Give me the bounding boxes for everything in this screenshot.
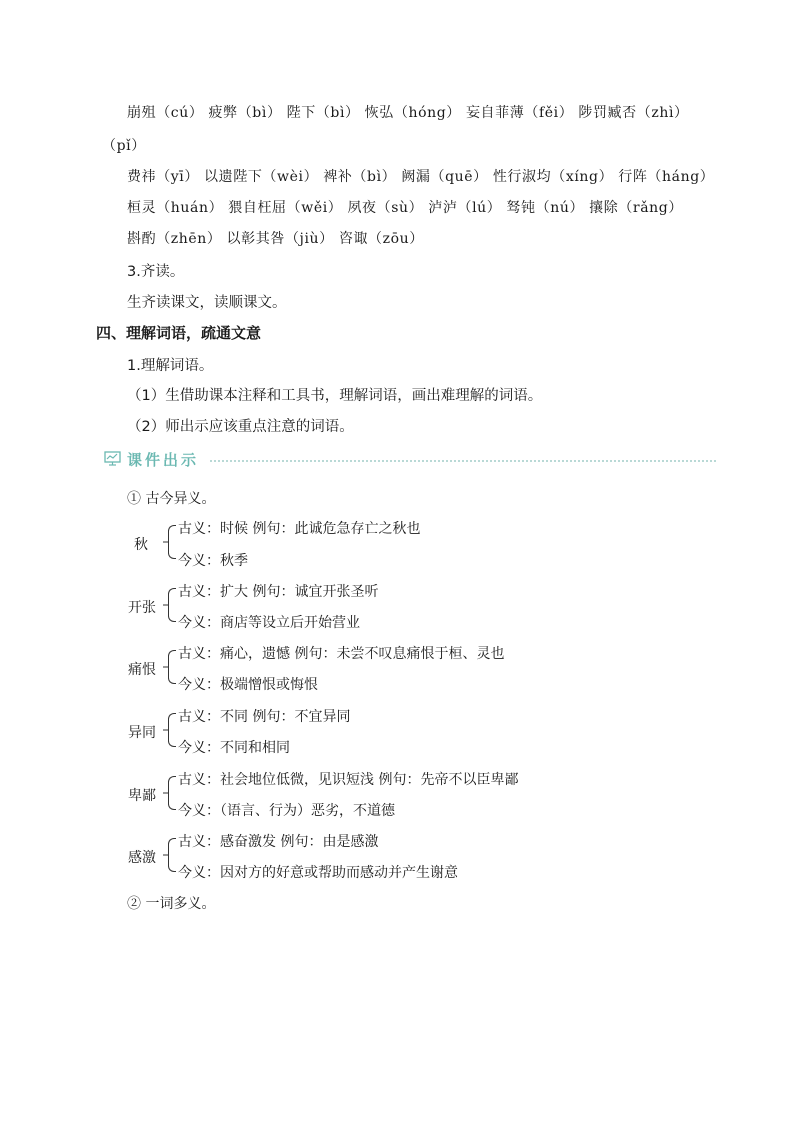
word-label: 卑鄙 (128, 788, 156, 804)
brace (168, 838, 176, 872)
brace (168, 650, 176, 684)
ancient-meaning: 古义：感奋激发 例句：由是感激 (178, 834, 379, 850)
circle-item-2: ② 一词多义。 (127, 896, 216, 912)
word-label: 痛恨 (128, 662, 156, 678)
brace (168, 525, 176, 559)
pinyin-line-3: 费祎（yī） 以遗陛下（wèi） 裨补（bì） 阙漏（quē） 性行淑均（xíng） 行阵（háng） (127, 169, 715, 185)
item-2: （2）师出示应该重点注意的词语。 (127, 419, 354, 435)
ancient-meaning: 古义：社会地位低微，见识短浅 例句：先帝不以臣卑鄙 (178, 772, 519, 788)
sub-step-1: 1.理解词语。 (127, 358, 214, 374)
ancient-meaning: 古义：不同 例句：不宜异同 (178, 709, 351, 725)
word-label: 异同 (128, 725, 156, 741)
section-heading-4: 四、理解词语，疏通文意 (96, 324, 262, 342)
slideshow-icon (104, 451, 121, 466)
modern-meaning: 今义：因对方的好意或帮助而感动并产生谢意 (178, 865, 458, 881)
circle-item-1: ① 古今异义。 (127, 491, 216, 507)
ancient-meaning: 古义：扩大 例句：诚宜开张圣听 (178, 584, 379, 600)
pinyin-line-4: 桓灵（huán） 猥自枉屈（wěi） 夙夜（sù） 泸泸（lú） 驽钝（nú） 攘除（rǎng） (127, 200, 683, 216)
modern-meaning: 今义：（语言、行为）恶劣，不道德 (178, 803, 395, 819)
section-title: 课件出示 (127, 451, 200, 469)
item-1: （1）生借助课本注释和工具书，理解词语，画出难理解的词语。 (127, 388, 543, 404)
pinyin-line-2: （pǐ） (102, 138, 146, 154)
step3-label: 3.齐读。 (127, 264, 185, 280)
word-label: 开张 (128, 600, 156, 616)
step3-text: 生齐读课文，读顺课文。 (127, 295, 287, 311)
word-label: 感激 (128, 850, 156, 866)
word-label: 秋 (134, 537, 148, 553)
modern-meaning: 今义：商店等设立后开始营业 (178, 615, 360, 631)
brace (168, 588, 176, 622)
brace (168, 713, 176, 747)
modern-meaning: 今义：秋季 (178, 553, 248, 569)
ancient-meaning: 古义：痛心，遗憾 例句：未尝不叹息痛恨于桓、灵也 (178, 646, 505, 662)
modern-meaning: 今义：极端憎恨或悔恨 (178, 677, 318, 693)
modern-meaning: 今义：不同和相同 (178, 740, 290, 756)
brace (168, 776, 176, 810)
pinyin-line-5: 斟酌（zhēn） 以彰其咎（jiù） 咨诹（zōu） (127, 231, 424, 247)
section-divider (210, 460, 716, 462)
pinyin-line-1: 崩殂（cú） 疲弊（bì） 陛下（bì） 恢弘（hóng） 妄自菲薄（fěi） 陟罚臧否（zhì） (127, 105, 689, 121)
ancient-meaning: 古义：时候 例句：此诚危急存亡之秋也 (178, 521, 421, 537)
